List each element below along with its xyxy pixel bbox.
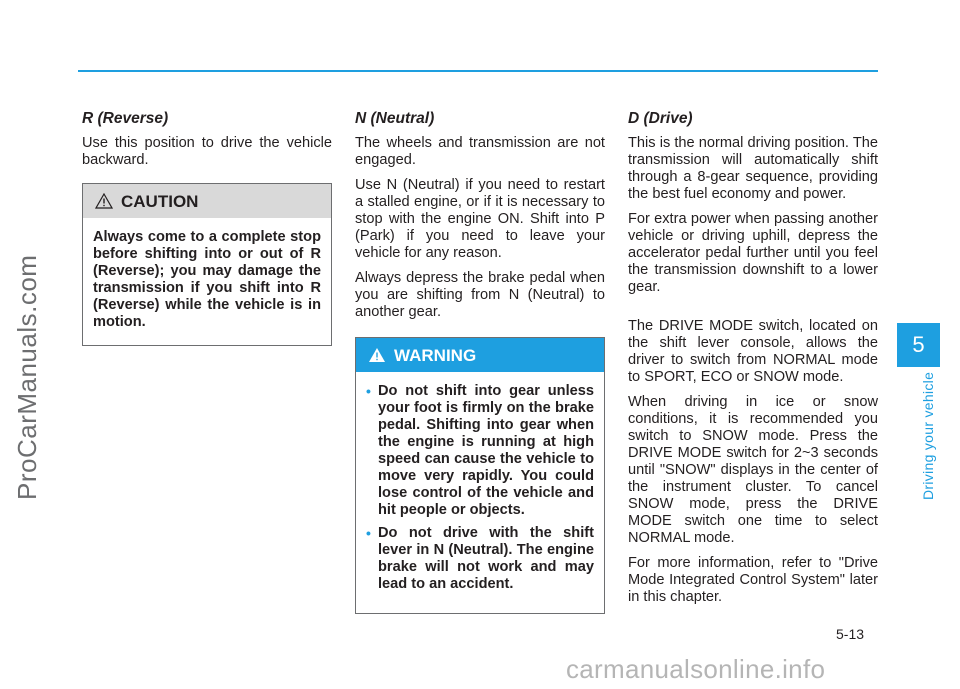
warning-item: [366, 383, 594, 519]
warning-item-text: Do not shift into gear unless your foot is firmly on the brake pedal. Shifting into gear when the engine is running at high speed can cause the vehicle to move very rapidly. You could lose control of the vehicle and hit people or objects.: [378, 383, 594, 518]
neutral-heading: N (Neutral): [355, 110, 435, 127]
caution-text: Always come to a complete stop before shifting into or out of R (Reverse); you may damage the transmission if you shift into R (Reverse) while the vehicle is in motion.: [93, 229, 321, 330]
watermark-procarmanuals: ProCarManuals.com: [12, 254, 42, 500]
neutral-paragraph: Use N (Neutral) if you need to restart a stalled engine, or if it is necessary to stop with the engine ON. Shift into P (Park) if you need to leave your vehicle for any reason.: [355, 177, 605, 261]
caution-triangle-icon: [95, 193, 113, 209]
chapter-tab: 5: [897, 323, 940, 367]
bullet-icon: •: [366, 383, 371, 399]
drive-paragraph: This is the normal driving position. The transmission will automatically shift through a 8-gear sequence, providing the best fuel economy and power.: [628, 135, 878, 202]
neutral-section: [355, 110, 605, 614]
chapter-title: Driving your vehicle: [920, 371, 936, 500]
drive-heading: D (Drive): [628, 110, 693, 127]
warning-item-text: Do not drive with the shift lever in N (Neutral). The engine brake will not work and may lead to an accident.: [378, 525, 594, 592]
neutral-paragraph: Always depress the brake pedal when you are shifting from N (Neutral) to another gear.: [355, 270, 605, 320]
drive-paragraph: The DRIVE MODE switch, located on the shift lever console, allows the driver to switch from NORMAL mode to SPORT, ECO or SNOW mode.: [628, 318, 878, 385]
bullet-icon: •: [366, 525, 371, 541]
drive-paragraph: When driving in ice or snow conditions, it is recommended you switch to SNOW mode. Press the DRIVE MODE switch for 2~3 seconds until "SNOW" displays in the center of the instrument cluster. To cancel SNOW mode, press the DRIVE MODE switch one time to select NORMAL mode.: [628, 394, 878, 546]
drive-section: [628, 110, 878, 614]
reverse-section: [82, 110, 332, 346]
drive-paragraph: For more information, refer to "Drive Mode Integrated Control System" later in this chapter.: [628, 555, 878, 605]
warning-item: [366, 525, 594, 593]
neutral-paragraph: The wheels and transmission are not engaged.: [355, 135, 605, 168]
reverse-text: Use this position to drive the vehicle backward.: [82, 135, 332, 168]
page-number: 5-13: [836, 626, 865, 642]
warning-header: [356, 338, 604, 372]
caution-box: [82, 183, 332, 346]
drive-paragraph: For extra power when passing another vehicle or driving uphill, depress the accelerator pedal further until you feel the transmission downshift to a lower gear.: [628, 211, 878, 295]
caution-header: [83, 184, 331, 218]
warning-triangle-icon: [368, 347, 386, 363]
caution-title: CAUTION: [121, 191, 199, 211]
warning-box: [355, 337, 605, 614]
footer-watermark: carmanualsonline.info: [566, 654, 826, 684]
reverse-heading: R (Reverse): [82, 110, 169, 127]
warning-title: WARNING: [394, 345, 477, 365]
top-rule: [78, 70, 878, 72]
warning-body: [356, 372, 604, 613]
